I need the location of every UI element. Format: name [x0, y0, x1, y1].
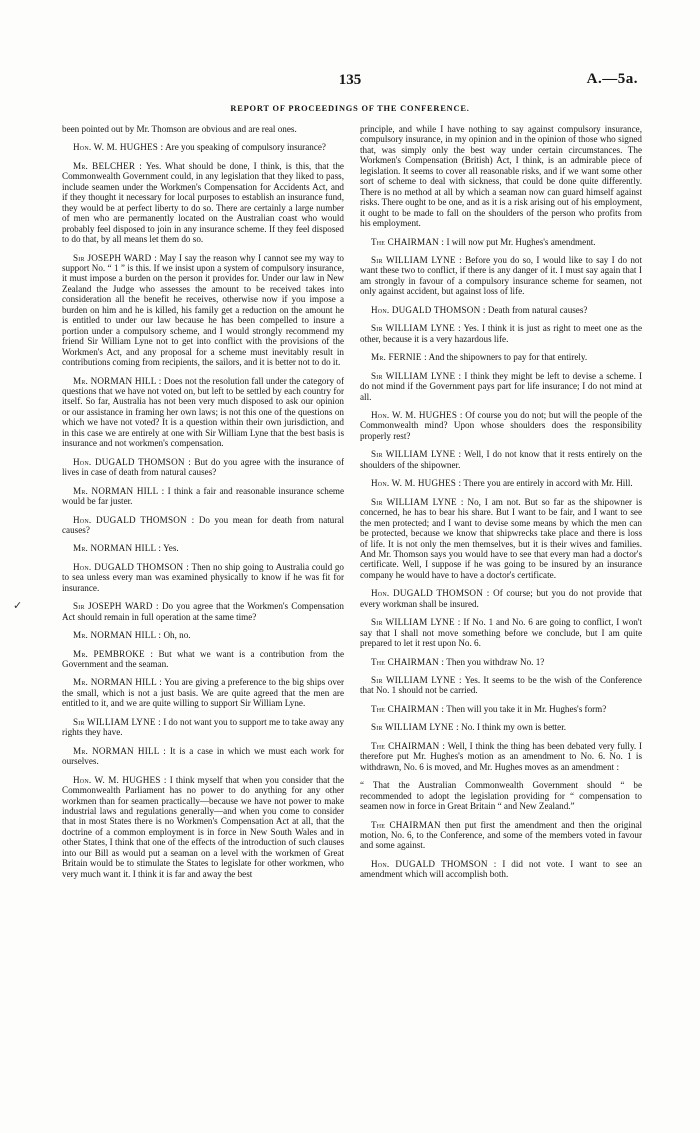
speaker-name: Mr. BELCHER :	[73, 160, 143, 171]
paragraph	[62, 543, 344, 553]
paragraph-text: Yes. I think it is just as right to meet one as the other, because it is a very hazardous life.	[360, 323, 642, 344]
speaker-name: The CHAIRMAN :	[371, 236, 445, 247]
paragraph-text: Yes. It seems to be the wish of the Conference that No. 1 should not be carried.	[360, 675, 642, 696]
paragraph-text: No. I think my own is better.	[461, 722, 567, 733]
paragraph	[62, 124, 344, 134]
paragraph	[360, 124, 642, 229]
paragraph	[360, 237, 642, 247]
running-head: REPORT OF PROCEEDINGS OF THE CONFERENCE.	[230, 104, 470, 113]
paragraph	[62, 161, 344, 245]
left-column	[62, 124, 344, 887]
speaker-name: Sir WILLIAM LYNE :	[371, 496, 464, 507]
speaker-name: Mr. NORMAN HILL :	[73, 630, 162, 641]
speaker-name: Mr. NORMAN HILL :	[73, 745, 166, 756]
paragraph-text: Before you do so, I would like to say I do not want these two to conflict, if there is any danger of it. I must say again that I am strongly in favour of a compulsory insurance scheme for seamen, not only against accident, but against loss of life.	[360, 254, 643, 297]
paragraph-text: been pointed out by Mr. Thomson are obvious and are real ones.	[62, 124, 297, 134]
paragraph-text: Are you speaking of compulsory insurance?	[165, 142, 326, 153]
speaker-name: Hon. W. M. HUGHES :	[371, 409, 463, 420]
speaker-name: Hon. DUGALD THOMSON :	[371, 588, 490, 599]
paragraph-text: I think they might be left to devise a scheme. I do not mind if the Government pays part for life insurance; I do not mind at all.	[360, 370, 643, 402]
paragraph	[62, 376, 344, 449]
speaker-name: Hon. W. M. HUGHES :	[73, 774, 167, 785]
speaker-name: Sir WILLIAM LYNE :	[371, 675, 462, 686]
paragraph	[360, 371, 642, 402]
speaker-name: Sir WILLIAM LYNE :	[371, 370, 462, 381]
speaker-name: Hon. DUGALD THOMSON :	[73, 514, 195, 525]
paragraph-text: I think a fair and reasonable insurance scheme would be far juster.	[62, 485, 345, 507]
paragraph-text: I will now put Mr. Hughes's amendment.	[446, 236, 596, 247]
paragraph-text: Of course; but you do not provide that every workman shall be insured.	[360, 588, 643, 609]
paragraph-text: I do not want you to support me to take away any rights they have.	[62, 716, 345, 738]
paragraph-text: I think myself that when you consider that the Commonwealth Parliament has no power to do anything for any other workmen than for seamen practically—because we have not power to make industrial laws and regulations generally—and when you come to consider that in most States there is no Workmen's Compensation Act at all, that the doctrine of a common employment is in force in New South Wales and in other States, I think that one of the effects of the introduction of such clauses into our Bill as would put a seaman on a level with the workmen of Great Britain would be to stimulate the States to legislate for other workmen, who very much want it. I think it is far and away the best	[62, 774, 345, 879]
speaker-name: Hon. DUGALD THOMSON :	[73, 456, 191, 467]
paragraph	[62, 601, 344, 622]
margin-tick-mark: ✓	[13, 600, 23, 612]
paragraph-text: Then you withdraw No. 1?	[446, 656, 545, 667]
paragraph	[360, 255, 642, 297]
speaker-name: Sir WILLIAM LYNE :	[371, 617, 461, 628]
paragraph-text: Of course you do not; but will the people of the Commonwealth mind? Upon whose shoulders does the responsibility properly rest?	[360, 409, 643, 441]
paragraph	[360, 588, 642, 609]
paragraph-text: It is a case in which we must each work for ourselves.	[62, 745, 345, 767]
paragraph-text: Do you agree that the Workmen's Compensation Act should remain in full operation at the same time?	[62, 601, 344, 622]
paragraph	[62, 457, 344, 478]
page-reference: A.—5a.	[586, 71, 638, 87]
paragraph	[360, 352, 642, 362]
speaker-name: Mr. NORMAN HILL :	[73, 543, 162, 554]
paragraph	[360, 820, 642, 851]
paragraph	[62, 677, 344, 708]
speaker-name: Sir JOSEPH WARD :	[73, 252, 158, 263]
speaker-name: Hon. DUGALD THOMSON :	[371, 304, 486, 315]
quote-text: “ That the Australian Commonwealth Government should “ be recommended to adopt the legislation providing for “ compensation to seamen now in force in Great Britain “ and New Zealand.”	[360, 780, 642, 812]
speaker-name: Sir WILLIAM LYNE :	[371, 449, 462, 460]
paragraph	[62, 515, 344, 536]
paragraph-text: I did not vote. I want to see an amendment which will accomplish both.	[360, 858, 642, 880]
paragraph	[62, 630, 344, 640]
speaker-name: Mr. NORMAN HILL :	[73, 677, 163, 688]
paragraph	[360, 704, 642, 714]
paragraph	[62, 649, 344, 670]
paragraph-text: principle, and while I have nothing to say against compulsory insurance, compulsory insurance, in my opinion and in the opinion of those who signed that, was simply only the best way under certain circumstances. The Workmen's Compensation (British) Act, I think, is an admirable piece of legislation. It seems to cover all reasonable risks, and if we want some other sort of scheme to deal with sickness, that could be done quite differently. There is no method at all by which a seaman now can guard himself against risks. There ought to be one, and as it is a risk arising out of his employment, it ought to be made to fall on the shoulders of the person who profits from his employment.	[360, 124, 642, 229]
paragraph-text: Does not the resolution fall under the category of questions that we have not voted on, but left to be settled by each country for itself. So far, Australia has not been very much disposed to ask our opinion or our assistance in framing her own laws; is not this one of the questions on which we have not voted? It is a question within their own jurisdiction, and in this case we are entirely at one with Sir William Lyne that the best basis is insurance and not workmen's compensation.	[62, 375, 345, 449]
paragraph-text: Then no ship going to Australia could go to sea unless every man was examined physically to know if he was fit for insurance.	[62, 561, 344, 593]
paragraph	[360, 617, 642, 648]
paragraph	[62, 562, 344, 593]
paragraph-text: Yes. What should be done, I think, is this, that the Commonwealth Government could, in any legislation that they liked to pass, include seamen under the Workmen's Compensation for Accidents Act, and if they thought it necessary for local purposes to establish an insurance fund, they would be at perfect liberty to do so. There are certainly a large number of men who are permanently located on the Australian coast who would probably feel disposed to join in any insurance scheme. If they feel disposed to do that, by all means let them do so.	[62, 160, 344, 245]
paragraph	[360, 497, 642, 581]
paragraph	[360, 657, 642, 667]
paragraph	[360, 478, 642, 488]
paragraph-text: No, I am not. But so far as the shipowner is concerned, he has to bear his share. But I want to be fair, and I want to see the men protected; and I want to devise some means by which the men can be protected, because we know that shipwrecks take place and there is loss of life. It is not only the men themselves, but it is their wives and families. And Mr. Thomson says you would have to see that every man had a doctor's certificate. Well, I suppose if he was going to be insured by an insurance company he would have to have a doctor's certificate.	[360, 496, 643, 580]
paragraph-text: You are giving a preference to the big ships over the small, which is not a just basis. We are quite agreed that the men are entitled to it, and we are quite willing to support Sir William Lyne.	[62, 677, 344, 709]
speaker-name: Sir WILLIAM LYNE :	[371, 254, 462, 265]
speaker-name: Sir WILLIAM LYNE :	[73, 716, 161, 727]
paragraph	[62, 253, 344, 368]
paragraph-text: And the shipowners to pay for that entirely.	[428, 352, 588, 363]
speaker-name: Hon. W. M. HUGHES :	[371, 478, 462, 489]
paragraph-text: Yes.	[163, 543, 179, 554]
paragraph-text: But what we want is a contribution from the Government and the seaman.	[62, 648, 345, 670]
paragraph-text: But do you agree with the insurance of lives in case of death from natural causes?	[62, 456, 344, 478]
speaker-name: Mr. NORMAN HILL :	[73, 485, 165, 496]
speaker-name: The CHAIRMAN	[371, 819, 441, 830]
paragraph-text: If No. 1 and No. 6 are going to conflict, I won't say that I shall not move something before we conclude, but I am quite prepared to let it rest upon No. 6.	[360, 617, 642, 649]
paragraph	[360, 449, 642, 470]
speaker-name: Hon. DUGALD THOMSON :	[371, 858, 497, 869]
paragraph	[360, 741, 642, 772]
paragraph-text: May I say the reason why I cannot see my way to support No. “ 1 ” is this. If we insist upon a system of compulsory insurance, it must impose a burden on the person it provides for. Under our law in New Zealand the Judge who assesses the amount to be received takes into consideration all the benefit he receives, otherwise now if you impose a burden on him and he is killed, his family get a reduction on the amount he is entitled to under our law because he has been compelled to insure a portion under a compulsory scheme, and I would strongly recommend my friend Sir William Lyne not to get into conflict with the provisions of the Workmen's Act, and any proposal for a scheme must inevitably result in contributions coming from recipients, the sailors, and it is better not to do it.	[62, 252, 344, 368]
right-column	[360, 124, 642, 888]
paragraph-text: Then will you take it in Mr. Hughes's form?	[446, 703, 607, 714]
paragraph-text: Do you mean for death from natural causes?	[62, 514, 344, 535]
paragraph	[360, 722, 642, 732]
speaker-name: Hon. DUGALD THOMSON :	[73, 561, 189, 572]
speaker-name: The CHAIRMAN :	[371, 656, 445, 667]
paragraph	[62, 775, 344, 880]
paragraph-text: Death from natural causes?	[487, 304, 588, 315]
paragraph	[360, 305, 642, 315]
speaker-name: Mr. PEMBROKE :	[73, 648, 154, 659]
paragraph	[62, 142, 344, 152]
paragraph	[360, 859, 642, 880]
paragraph	[62, 746, 344, 767]
paragraph-text: Oh, no.	[163, 630, 191, 641]
speaker-name: Mr. NORMAN HILL :	[73, 375, 162, 386]
speaker-name: Sir WILLIAM LYNE :	[371, 722, 459, 733]
paragraph	[62, 717, 344, 738]
speaker-name: Hon. W. M. HUGHES :	[73, 142, 164, 153]
speaker-name: Mr. FERNIE :	[371, 352, 427, 363]
paragraph	[360, 323, 642, 344]
page-number: 135	[338, 72, 362, 88]
paragraph	[360, 410, 642, 441]
speaker-name: Sir WILLIAM LYNE :	[371, 323, 461, 334]
quoted-amendment	[360, 780, 642, 811]
paragraph-text: Well, I do not know that it rests entirely on the shoulders of the shipowner.	[360, 449, 642, 470]
paragraph	[360, 675, 642, 696]
speaker-name: Sir JOSEPH WARD :	[73, 601, 159, 612]
paragraph-text: Well, I think the thing has been debated very fully. I therefore put Mr. Hughes's motion as an amendment to No. 6. No. 1 is withdrawn, No. 6 is moved, and Mr. Hughes moves as an amendment :	[360, 740, 642, 772]
paragraph	[62, 486, 344, 507]
paragraph-text: There you are entirely in accord with Mr. Hill.	[463, 478, 633, 489]
paragraph-text: then put first the amendment and then the original motion, No. 6, to the Conference, and some of the members voted in favour and some against.	[360, 819, 643, 851]
speaker-name: The CHAIRMAN :	[371, 703, 445, 714]
speaker-name: The CHAIRMAN :	[371, 740, 446, 751]
